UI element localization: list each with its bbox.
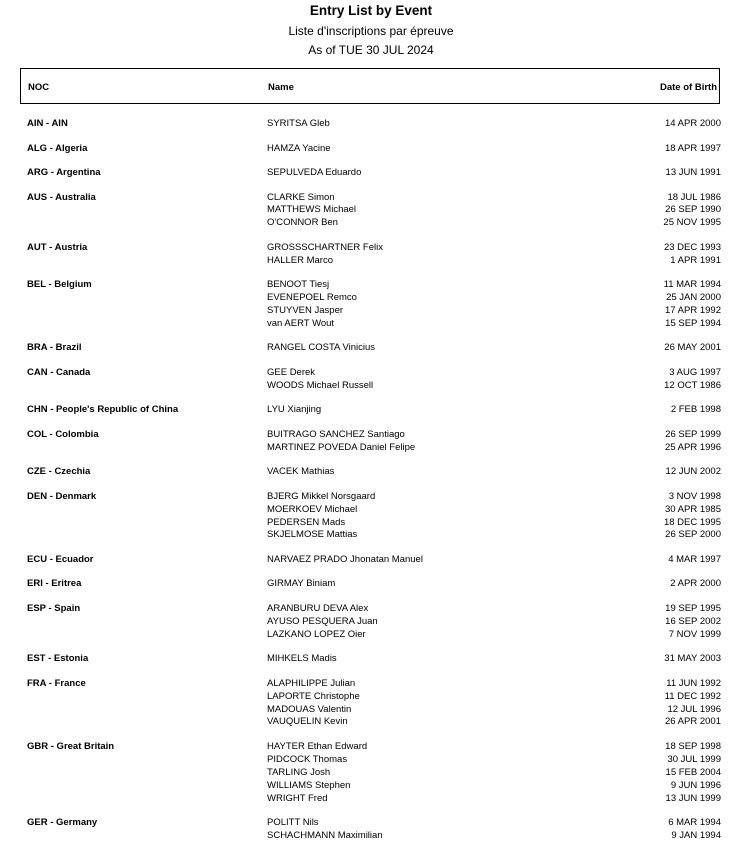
athlete-name: STUYVEN Jasper [267, 305, 344, 316]
noc-label: ESP - Spain [27, 602, 81, 614]
athlete-dob: 25 JAN 2000 [666, 292, 721, 304]
athlete-name: HALLER Marco [267, 254, 333, 266]
athlete-dob: 26 SEP 1990 [665, 204, 721, 216]
table-row [0, 829, 742, 842]
column-header-dob: Date of Birth [660, 82, 717, 93]
column-header-noc: NOC [28, 82, 50, 93]
athlete-name: ARANBURU DEVA Alex [267, 602, 369, 614]
athlete-name: WOODS Michael Russell [267, 379, 374, 391]
athlete-name: LYU Xianjing [267, 404, 322, 416]
table-row [0, 602, 742, 615]
table-row [0, 753, 742, 766]
table-row [0, 428, 742, 441]
athlete-dob: 11 MAR 1994 [663, 279, 721, 291]
athlete-dob: 2 APR 2000 [670, 578, 721, 590]
table-row [0, 715, 742, 728]
athlete-dob: 4 MAR 1997 [668, 553, 721, 565]
athlete-dob: 1 APR 1991 [670, 254, 721, 266]
athlete-dob: 18 JUL 1986 [667, 191, 721, 203]
table-row [0, 117, 742, 130]
table-row [0, 703, 742, 716]
noc-label: AUS - Australia [27, 191, 96, 203]
athlete-name: LAZKANO LOPEZ Oier [267, 628, 366, 640]
table-row [0, 203, 742, 216]
athlete-dob: 9 JUN 1996 [670, 779, 721, 791]
athlete-name: AYUSO PESQUERA Juan [267, 615, 378, 627]
athlete-dob: 23 DEC 1993 [663, 241, 721, 253]
athlete-dob: 15 FEB 2004 [665, 766, 721, 778]
athlete-name: PEDERSEN Mads [267, 516, 346, 528]
table-row [0, 317, 742, 330]
table-row [0, 740, 742, 753]
athlete-name: GEE Derek [267, 366, 316, 378]
noc-label: COL - Colombia [27, 428, 99, 440]
noc-label: CHN - People's Republic of China [27, 404, 179, 416]
table-row [0, 278, 742, 291]
noc-label: DEN - Denmark [27, 490, 97, 502]
table-row [0, 254, 742, 267]
table-row [0, 216, 742, 229]
athlete-dob: 13 JUN 1991 [665, 167, 721, 178]
athlete-dob: 3 NOV 1998 [668, 490, 721, 502]
table-row [0, 766, 742, 779]
athlete-dob: 11 JUN 1992 [666, 677, 721, 689]
table-row [0, 816, 742, 829]
table-row [0, 628, 742, 641]
athlete-dob: 26 SEP 1999 [665, 428, 721, 440]
table-row [0, 553, 742, 566]
noc-label: ERI - Eritrea [27, 578, 82, 590]
table-row [0, 403, 742, 416]
athlete-name: EVENEPOEL Remco [267, 292, 357, 304]
noc-label: GBR - Great Britain [27, 740, 115, 752]
athlete-name: SKJELMOSE Mattias [267, 529, 358, 541]
table-row [0, 792, 742, 805]
noc-label: CAN - Canada [27, 366, 91, 378]
table-row [0, 142, 742, 155]
table-row [0, 652, 742, 665]
athlete-name: BENOOT Tiesj [267, 279, 330, 291]
athlete-name: SCHACHMANN Maximilian [267, 829, 383, 841]
table-row [0, 191, 742, 204]
athlete-dob: 30 APR 1985 [665, 503, 721, 515]
athlete-name: MADOUAS Valentin [267, 703, 352, 715]
athlete-dob: 26 SEP 2000 [665, 529, 721, 541]
athlete-name: MOERKOEV Michael [267, 503, 358, 515]
athlete-dob: 13 JUN 1999 [665, 792, 721, 804]
table-row [0, 615, 742, 628]
athlete-name: BUITRAGO SANCHEZ Santiago [267, 428, 405, 440]
athlete-dob: 16 SEP 2002 [665, 615, 721, 627]
noc-label: AUT - Austria [27, 241, 88, 253]
athlete-dob: 12 JUN 2002 [665, 466, 721, 478]
table-row [0, 516, 742, 529]
athlete-name: HAMZA Yacine [267, 142, 331, 154]
athlete-dob: 11 DEC 1992 [664, 690, 721, 702]
table-row [0, 690, 742, 703]
as-of-date: As of TUE 30 JUL 2024 [308, 43, 434, 57]
table-row [0, 304, 742, 317]
athlete-dob: 3 AUG 1997 [669, 366, 721, 378]
athlete-name: CLARKE Simon [267, 191, 335, 203]
athlete-dob: 25 NOV 1995 [663, 217, 721, 229]
table-row [0, 577, 742, 590]
table-row [0, 490, 742, 503]
table-row [0, 241, 742, 254]
athlete-name: van AERT Wout [267, 317, 335, 329]
athlete-dob: 17 APR 1992 [665, 305, 721, 316]
athlete-dob: 2 FEB 1998 [670, 404, 721, 416]
athlete-name: TARLING Josh [267, 766, 331, 778]
table-row [0, 465, 742, 478]
athlete-dob: 30 JUL 1999 [667, 753, 721, 765]
noc-label: EST - Estonia [27, 653, 89, 665]
noc-label: ALG - Algeria [27, 142, 88, 154]
athlete-dob: 31 MAY 2003 [664, 653, 721, 665]
table-row [0, 291, 742, 304]
athlete-name: MATTHEWS Michael [267, 204, 357, 216]
athlete-name: VAUQUELIN Kevin [267, 716, 348, 728]
athlete-name: POLITT Nils [267, 817, 319, 828]
athlete-name: GROSSSCHARTNER Felix [267, 241, 383, 253]
athlete-name: MARTINEZ POVEDA Daniel Felipe [267, 441, 416, 453]
athlete-dob: 15 SEP 1994 [665, 317, 721, 329]
athlete-name: GIRMAY Biniam [267, 578, 336, 590]
page-subtitle: Liste d'inscriptions par épreuve [288, 24, 454, 38]
page-title: Entry List by Event [309, 3, 433, 18]
athlete-name: PIDCOCK Thomas [267, 753, 348, 765]
athlete-dob: 12 JUL 1996 [667, 703, 721, 715]
athlete-dob: 6 MAR 1994 [668, 817, 721, 828]
noc-label: ARG - Argentina [27, 167, 101, 178]
athlete-dob: 9 JAN 1994 [671, 829, 721, 841]
athlete-name: HAYTER Ethan Edward [267, 740, 368, 752]
table-row [0, 503, 742, 516]
column-header-name: Name [268, 82, 294, 93]
athlete-dob: 7 NOV 1999 [668, 628, 721, 640]
noc-label: BRA - Brazil [27, 342, 82, 354]
table-row [0, 341, 742, 354]
table-row [0, 677, 742, 690]
table-row [0, 528, 742, 541]
athlete-dob: 14 APR 2000 [665, 118, 721, 129]
athlete-name: ALAPHILIPPE Julian [267, 677, 356, 689]
table-row [0, 379, 742, 392]
athlete-dob: 25 APR 1996 [665, 441, 721, 453]
athlete-name: RANGEL COSTA Vinicius [267, 342, 376, 354]
athlete-name: WRIGHT Fred [267, 792, 328, 804]
athlete-dob: 26 APR 2001 [665, 716, 721, 728]
noc-label: FRA - France [27, 677, 86, 689]
athlete-dob: 18 DEC 1995 [663, 516, 721, 528]
athlete-dob: 18 APR 1997 [665, 142, 721, 154]
athlete-name: NARVAEZ PRADO Jhonatan Manuel [267, 553, 423, 565]
athlete-name: O'CONNOR Ben [267, 217, 338, 229]
athlete-name: MIHKELS Madis [267, 653, 337, 665]
athlete-name: BJERG Mikkel Norsgaard [267, 490, 376, 502]
athlete-dob: 12 OCT 1986 [664, 379, 721, 391]
athlete-name: WILLIAMS Stephen [267, 779, 351, 791]
noc-label: GER - Germany [27, 817, 98, 828]
athlete-name: SEPULVEDA Eduardo [267, 167, 362, 178]
table-row [0, 441, 742, 454]
athlete-name: SYRITSA Gleb [267, 118, 330, 129]
athlete-dob: 26 MAY 2001 [664, 342, 721, 354]
table-row [0, 779, 742, 792]
noc-label: AIN - AIN [27, 118, 68, 129]
athlete-name: VACEK Mathias [267, 466, 335, 478]
table-row [0, 366, 742, 379]
table-row [0, 166, 742, 179]
athlete-dob: 19 SEP 1995 [665, 602, 721, 614]
noc-label: CZE - Czechia [27, 466, 91, 478]
athlete-dob: 18 SEP 1998 [665, 740, 721, 752]
noc-label: ECU - Ecuador [27, 553, 94, 565]
noc-label: BEL - Belgium [27, 279, 92, 291]
athlete-name: LAPORTE Christophe [267, 690, 360, 702]
